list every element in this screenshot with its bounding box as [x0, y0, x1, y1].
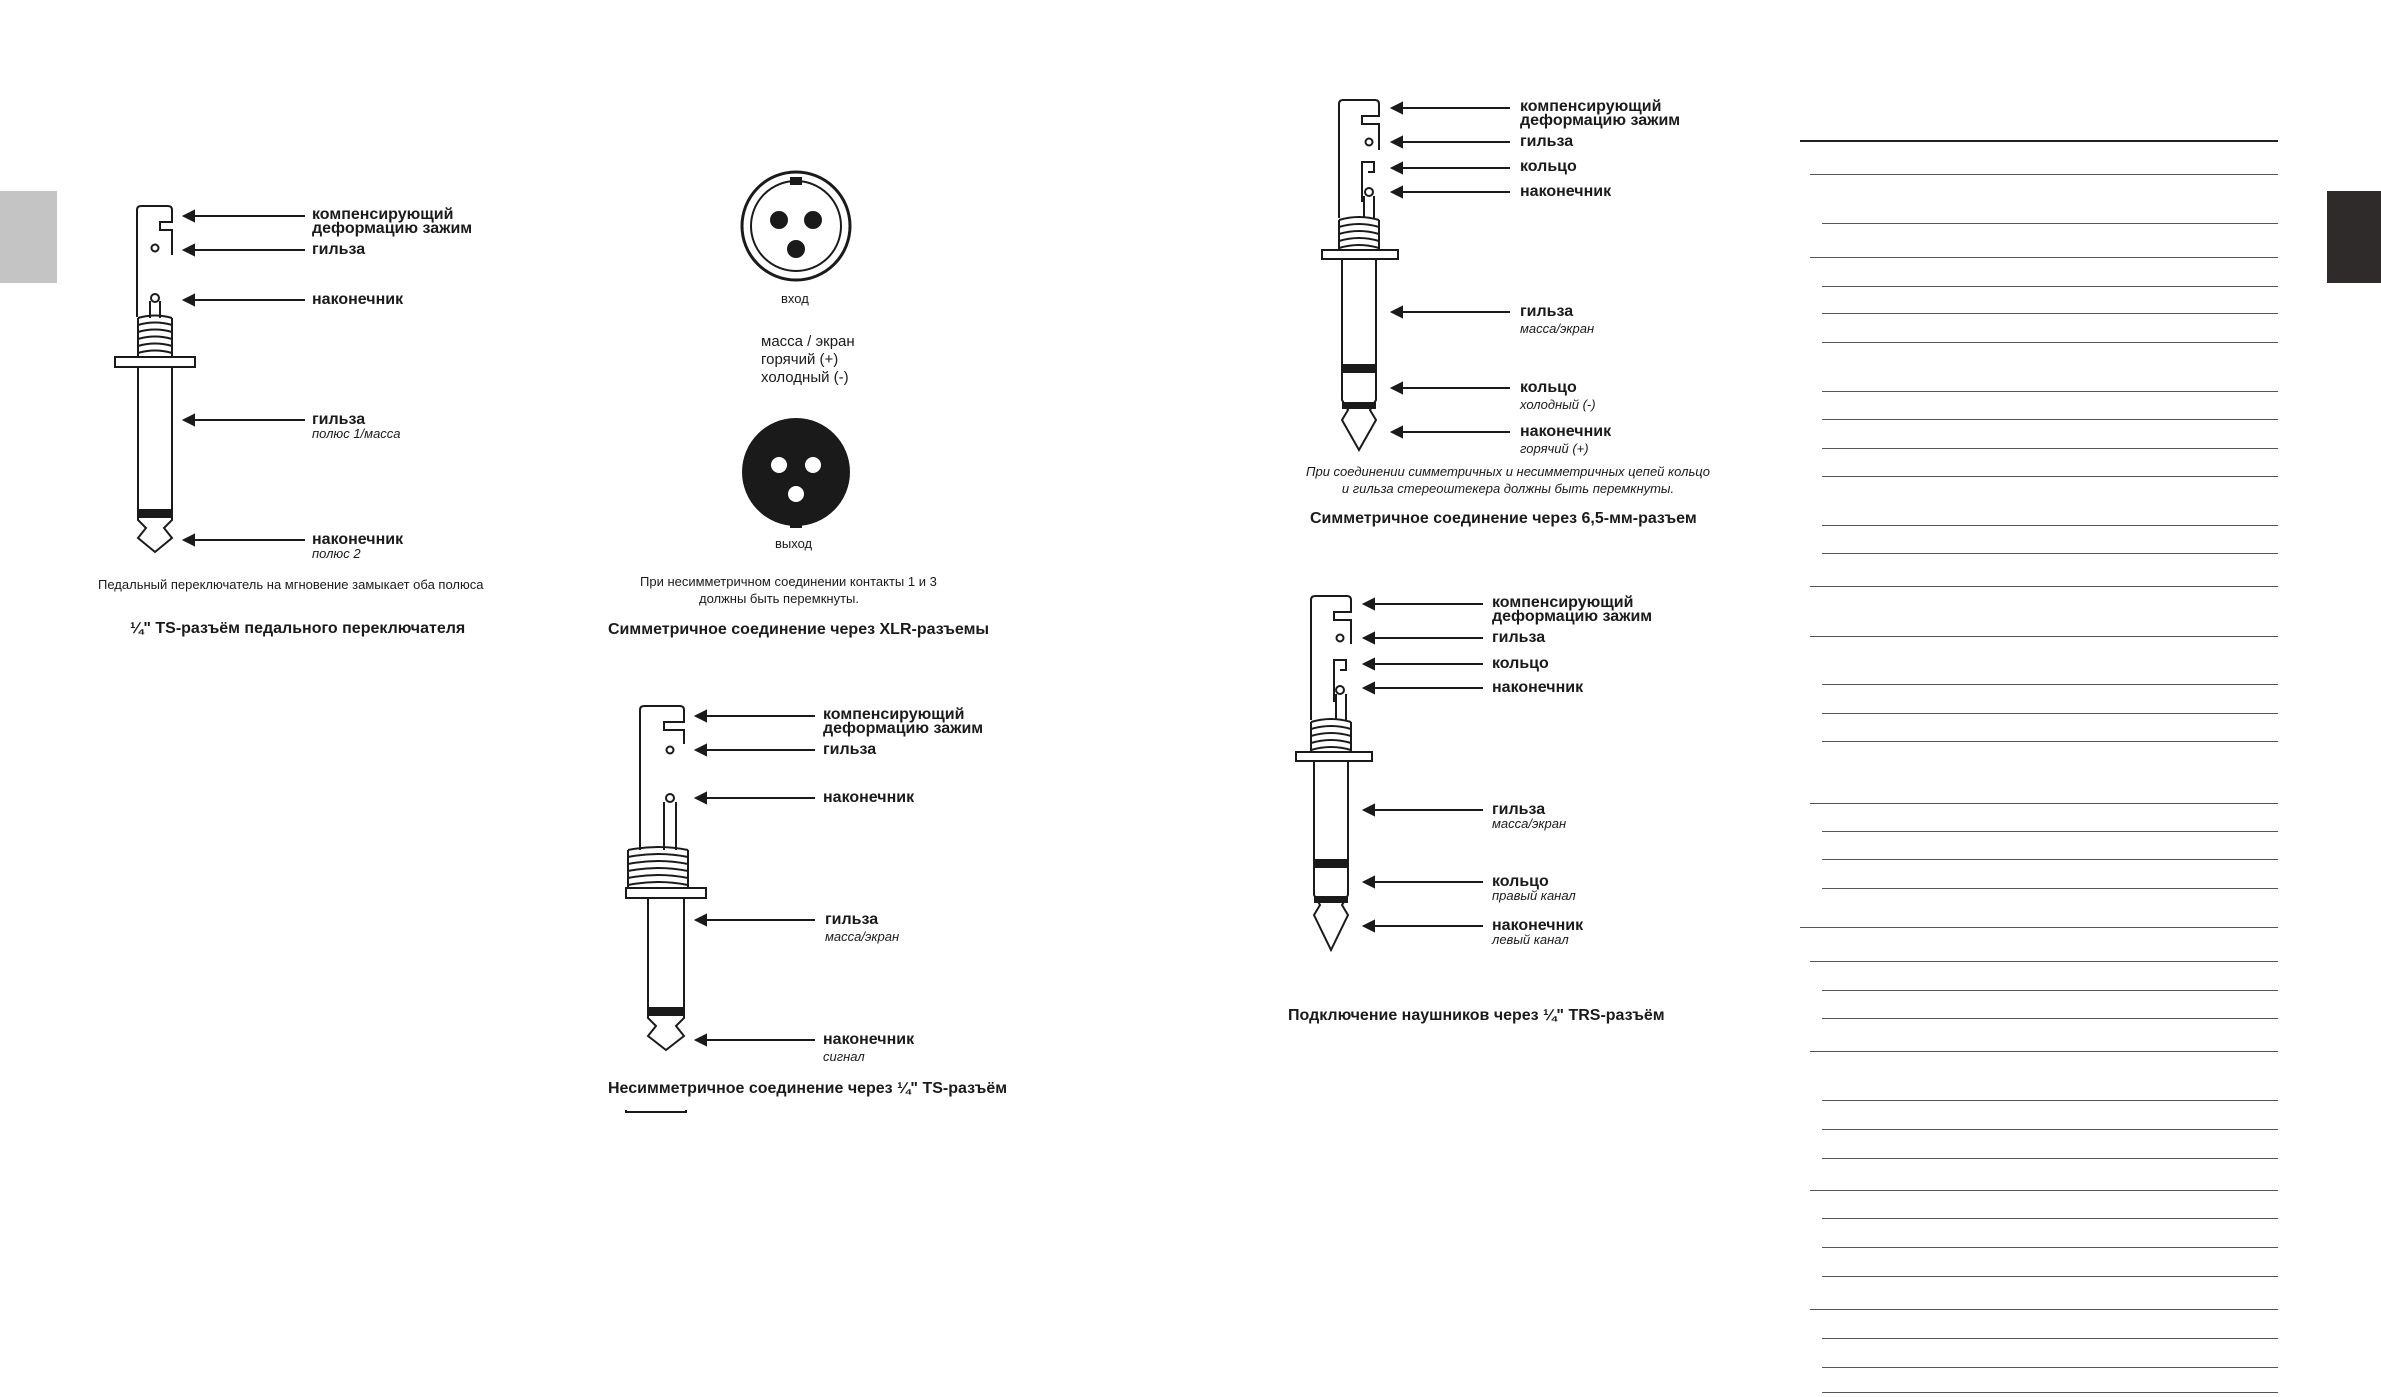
trs-bal-tip-label: наконечник	[1520, 423, 1612, 440]
trs-phones-ring-top-label: кольцо	[1492, 655, 1549, 672]
pedal-tip-top-label: наконечник	[312, 291, 404, 308]
xlr-output-label: выход	[775, 536, 813, 551]
ruled-line	[1822, 476, 2278, 477]
xlr-diagram	[580, 160, 1050, 660]
ruled-line	[1810, 1309, 2278, 1310]
trs-bal-ring-label: кольцо	[1520, 379, 1577, 396]
ruled-line	[1800, 927, 2278, 928]
xlr-output-connector	[742, 418, 850, 528]
pedal-sleeve-label: гильза	[312, 411, 366, 428]
ruled-line	[1822, 1392, 2278, 1393]
ruled-line	[1822, 741, 2278, 742]
xlr-caption: Симметричное соединение через XLR-разъемы	[608, 621, 990, 638]
trs-phones-sleeve-sublabel: масса/экран	[1492, 816, 1567, 831]
xlr-pin2-label: горячий (+)	[761, 351, 839, 368]
ruled-line	[1822, 1218, 2278, 1219]
trs-phones-caption: Подключение наушников через ¼" TRS-разъём	[1288, 1007, 1665, 1024]
ruled-line	[1810, 174, 2278, 175]
pedal-sleeve-sublabel: полюс 1/масса	[312, 426, 401, 441]
right-page-tab	[2327, 191, 2381, 283]
ts-sleeve-label: гильза	[825, 911, 879, 928]
trs-phones-tip-sublabel: левый канал	[1492, 932, 1569, 947]
pedal-note: Педальный переключатель на мгновение замыкает оба полюса	[98, 577, 484, 592]
trs-bal-ring-top-label: кольцо	[1520, 158, 1577, 175]
trs-bal-caption: Симметричное соединение через 6,5-мм-разъем	[1310, 510, 1697, 527]
ruled-line	[1810, 803, 2278, 804]
ruled-line	[1822, 553, 2278, 554]
pedal-tip-sublabel: полюс 2	[312, 546, 361, 561]
ruled-line	[1822, 223, 2278, 224]
ruled-line	[1810, 586, 2278, 587]
trs-phones-tip-label: наконечник	[1492, 917, 1584, 934]
trs-bal-sleeve-sublabel: масса/экран	[1520, 321, 1595, 336]
ruled-line	[1822, 286, 2278, 287]
trs-phones-strain-relief-label: компенсирующий деформацию зажим	[1492, 594, 1653, 625]
ts-tip-sublabel: сигнал	[823, 1049, 865, 1064]
pedal-ts-diagram	[0, 0, 600, 660]
ts-sleeve-sublabel: масса/экран	[825, 929, 900, 944]
ruled-line	[1822, 684, 2278, 685]
ruled-line	[1810, 636, 2278, 637]
trs-phones-sleeve-top-label: гильза	[1492, 629, 1546, 646]
xlr-input-connector	[742, 172, 850, 280]
trs-bal-sleeve-label: гильза	[1520, 303, 1574, 320]
xlr-pin3-label: холодный (-)	[761, 369, 849, 386]
ruled-line	[1822, 448, 2278, 449]
trs-bal-note: При соединении симметричных и несимметричных цепей кольцо и гильза стереоштекера должны быть перемкнуты.	[1306, 464, 1710, 496]
ruled-line	[1822, 831, 2278, 832]
xlr-pin1-label: масса / экран	[761, 333, 855, 350]
pedal-ts-plug-drawing	[0, 0, 600, 660]
ruled-line	[1810, 1051, 2278, 1052]
ruled-line	[1822, 1247, 2278, 1248]
ruled-line	[1822, 888, 2278, 889]
ruled-line	[1822, 342, 2278, 343]
ts-tip-label: наконечник	[823, 1031, 915, 1048]
trs-phones-ring-sublabel: правый канал	[1492, 888, 1576, 903]
trs-bal-strain-relief-label: компенсирующий деформацию зажим	[1520, 98, 1681, 129]
ruled-line	[1822, 1338, 2278, 1339]
ruled-line	[1822, 1100, 2278, 1101]
ts-strain-relief-label: компенсирующий деформацию зажим	[823, 706, 984, 737]
ruled-line	[1822, 1276, 2278, 1277]
trs-phones-diagram	[1270, 580, 1750, 1040]
trs-bal-sleeve-top-label: гильза	[1520, 133, 1574, 150]
trs-phones-ring-label: кольцо	[1492, 873, 1549, 890]
ruled-line	[1822, 1129, 2278, 1130]
ruled-line	[1810, 257, 2278, 258]
ruled-line	[1822, 859, 2278, 860]
trs-balanced-diagram	[1270, 80, 1750, 540]
pedal-sleeve-top-label: гильза	[312, 241, 366, 258]
trs-phones-sleeve-label: гильза	[1492, 801, 1546, 818]
ruled-lines-area	[1795, 0, 2285, 1397]
trs-bal-ring-sublabel: холодный (-)	[1520, 397, 1596, 412]
xlr-input-label: вход	[781, 291, 809, 306]
trs-bal-tip-sublabel: горячий (+)	[1520, 441, 1589, 456]
pedal-strain-relief-label: компенсирующий деформацию зажим	[312, 206, 473, 237]
ruled-line	[1822, 1018, 2278, 1019]
ruled-line	[1810, 1190, 2278, 1191]
ruled-line	[1810, 961, 2278, 962]
ruled-line	[1822, 313, 2278, 314]
trs-bal-tip-top-label: наконечник	[1520, 183, 1612, 200]
ts-unbalanced-caption: Несимметричное соединение через ¼" TS-разъём	[608, 1080, 1008, 1097]
trs-phones-tip-top-label: наконечник	[1492, 679, 1584, 696]
ruled-line	[1800, 140, 2278, 142]
pedal-tip-label: наконечник	[312, 531, 404, 548]
ruled-line	[1822, 419, 2278, 420]
ruled-line	[1822, 990, 2278, 991]
ruled-line	[1822, 713, 2278, 714]
pedal-caption: ¼" TS-разъём педального переключателя	[130, 620, 466, 637]
ruled-line	[1822, 1158, 2278, 1159]
ruled-line	[1822, 391, 2278, 392]
ts-unbalanced-final	[600, 690, 1050, 1110]
ruled-line	[1822, 1367, 2278, 1368]
ts-tip-top-label: наконечник	[823, 789, 915, 806]
ruled-line	[1822, 525, 2278, 526]
xlr-note: При несимметричном соединении контакты 1 и 3 должны быть перемкнуты.	[640, 574, 937, 606]
ts-sleeve-top-label: гильза	[823, 741, 877, 758]
